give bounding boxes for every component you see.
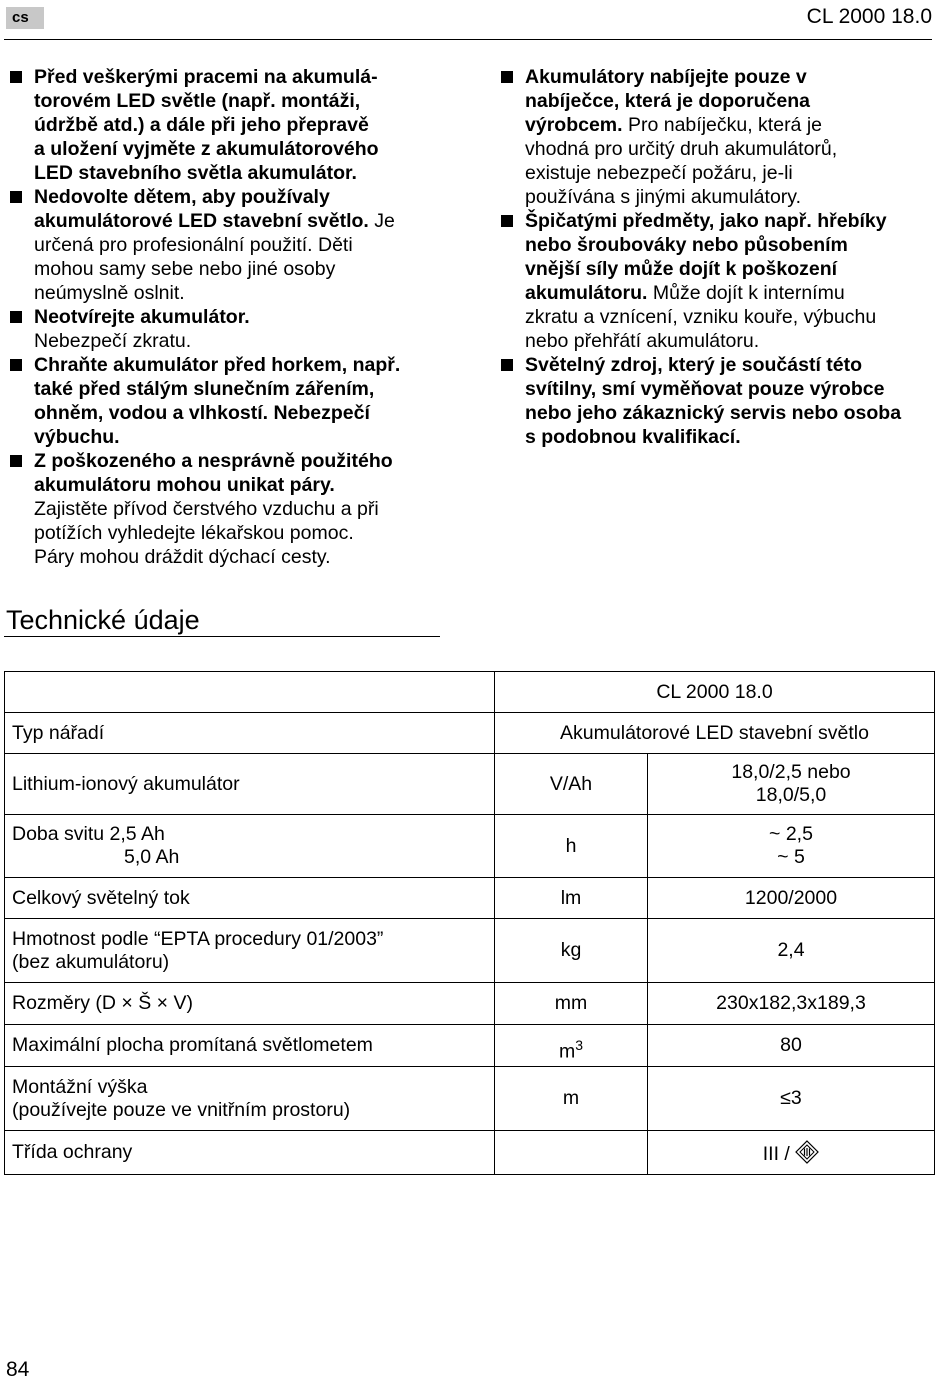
square-bullet-icon	[501, 71, 513, 83]
area-value: 80	[648, 1025, 935, 1067]
empty-cell	[5, 672, 495, 713]
runtime-value	[648, 815, 935, 878]
dimensions-value: 230x182,3x189,3	[648, 983, 935, 1025]
tool-type-label: Typ nářadí	[5, 713, 495, 754]
model-header: CL 2000 18.0	[806, 5, 932, 28]
safety-item	[499, 209, 939, 353]
height-unit: m	[495, 1067, 648, 1131]
battery-unit: V/Ah	[495, 754, 648, 815]
safety-item-text: Zajistěte přívod čerstvého vzduchu a při potížích vyhledejte lékařskou pomoc. Páry mohou dráždit dýchací cesty.	[34, 498, 379, 568]
model-column-header: CL 2000 18.0	[495, 672, 935, 713]
tool-type-value: Akumulátorové LED stavební světlo	[495, 713, 935, 754]
table-row	[5, 1131, 935, 1175]
square-bullet-icon	[10, 71, 22, 83]
height-value: ≤3	[648, 1067, 935, 1131]
area-unit	[495, 1025, 648, 1067]
table-row	[5, 919, 935, 983]
runtime-label	[5, 815, 495, 878]
table-row	[5, 1067, 935, 1131]
safety-item-text: Může dojít k internímu zkratu a vznícení, vzniku kouře, výbuchu nebo přehřátí akumulátoru.	[525, 282, 877, 352]
battery-label: Lithium-ionový akumulátor	[5, 754, 495, 815]
runtime-label-line-1: Doba svitu 2,5 Ah	[12, 823, 165, 845]
protection-class-iii-icon	[795, 1140, 819, 1164]
weight-label	[5, 919, 495, 983]
battery-value	[648, 754, 935, 815]
runtime-value-line-1: ~ 2,5	[769, 823, 813, 845]
safety-item-bold: Neotvírejte akumulátor.	[34, 306, 250, 328]
area-unit-base: m	[558, 1040, 576, 1063]
safety-item-bold: Chraňte akumulátor před horkem, např. také před stálým slunečním zářením, ohněm, vodou a vlhkostí. Nebezpečí výbuchu.	[34, 354, 401, 448]
safety-item	[8, 305, 450, 353]
table-row	[5, 983, 935, 1025]
section-title: Technické údaje	[6, 605, 200, 635]
protection-unit	[495, 1131, 648, 1175]
safety-item	[499, 353, 939, 449]
flux-value: 1200/2000	[648, 878, 935, 919]
specs-table	[4, 671, 935, 1175]
safety-item	[8, 449, 450, 569]
safety-column-left	[8, 65, 450, 569]
safety-item	[8, 185, 450, 305]
table-row	[5, 1025, 935, 1067]
section-title-underline	[4, 636, 440, 637]
safety-item-text: Je určená pro profesionální použití. Děti mohou samy sebe nebo jiné osoby neúmyslně oslnit.	[34, 210, 395, 304]
page-number: 84	[6, 1358, 30, 1381]
safety-item-bold: Z poškozeného a nesprávně použitého akumulátoru mohou unikat páry.	[34, 450, 393, 496]
battery-value-text: 18,0/2,5 nebo 18,0/5,0	[731, 761, 851, 806]
weight-label-text: Hmotnost podle “EPTA procedury 01/2003” (bez akumulátoru)	[12, 927, 384, 973]
table-row	[5, 754, 935, 815]
flux-unit: lm	[495, 878, 648, 919]
safety-item-bold: Světelný zdroj, který je součástí této svítilny, smí vyměňovat pouze výrobce nebo jeho zákaznický servis nebo osoba s podobnou kvalifikací.	[525, 354, 902, 448]
protection-value-text: III /	[762, 1142, 790, 1165]
protection-value	[648, 1131, 935, 1175]
square-bullet-icon	[10, 455, 22, 467]
header-divider	[4, 39, 932, 40]
safety-item	[8, 65, 450, 185]
height-label-text: Montážní výška (používejte pouze ve vnitřním prostoru)	[12, 1075, 351, 1121]
height-label	[5, 1067, 495, 1131]
square-bullet-icon	[10, 359, 22, 371]
runtime-value-line-2: ~ 5	[777, 846, 805, 868]
dimensions-unit: mm	[495, 983, 648, 1025]
runtime-unit: h	[495, 815, 648, 878]
square-bullet-icon	[501, 359, 513, 371]
table-row	[5, 878, 935, 919]
safety-item-bold: Akumulátory nabíjejte pouze v nabíječce, která je doporučena výrobcem.	[525, 66, 811, 136]
runtime-label-line-2: 5,0 Ah	[124, 846, 180, 868]
area-label: Maximální plocha promítaná světlometem	[5, 1025, 495, 1067]
safety-item-bold: Před veškerými pracemi na akumulá- torovém LED světle (např. montáži, údržbě atd.) a dále při jeho přepravě a uložení vyjměte z akumulátorového LED stavebního světla akumulátor.	[34, 66, 379, 184]
safety-item	[8, 353, 450, 449]
safety-item-text: Pro nabíječku, která je vhodná pro určitý druh akumulátorů, existuje nebezpečí požáru, je-li používána s jinými akumulátory.	[525, 114, 838, 208]
safety-item-bold: Špičatými předměty, jako např. hřebíky nebo šroubováky nebo působením vnější síly může dojít k poškození akumulátoru.	[525, 210, 887, 304]
safety-item-bold: Nedovolte dětem, aby používaly akumulátorové LED stavební světlo.	[34, 186, 369, 232]
square-bullet-icon	[501, 215, 513, 227]
flux-label: Celkový světelný tok	[5, 878, 495, 919]
safety-item	[499, 65, 939, 209]
safety-column-right	[499, 65, 939, 449]
table-row	[5, 815, 935, 878]
square-bullet-icon	[10, 191, 22, 203]
dimensions-label: Rozměry (D × Š × V)	[5, 983, 495, 1025]
language-badge: cs	[6, 7, 44, 29]
weight-unit: kg	[495, 919, 648, 983]
safety-item-text: Nebezpečí zkratu.	[34, 330, 192, 352]
protection-label: Třída ochrany	[5, 1131, 495, 1175]
table-row	[5, 713, 935, 754]
weight-value: 2,4	[648, 919, 935, 983]
area-unit-exponent: 3	[575, 1036, 584, 1053]
square-bullet-icon	[10, 311, 22, 323]
table-row	[5, 672, 935, 713]
